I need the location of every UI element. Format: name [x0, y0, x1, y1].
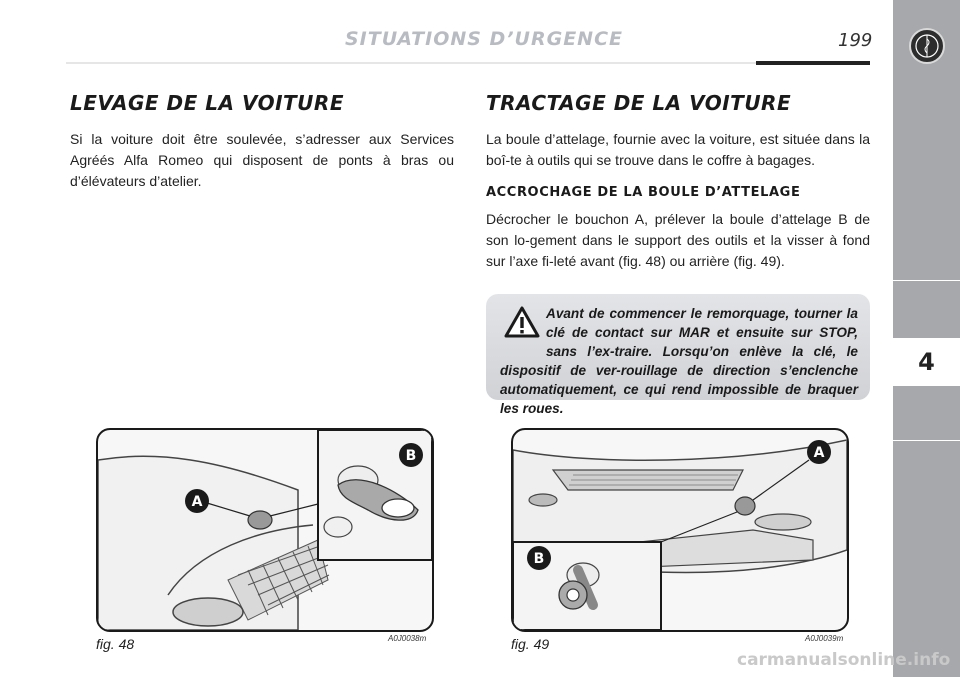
callout-b-label: B: [405, 448, 417, 464]
figure-49-code: A0J0039m: [805, 634, 844, 643]
chapter-tab[interactable]: 4: [893, 338, 960, 386]
figure-49-caption: fig. 49: [511, 636, 550, 652]
lifting-heading: LEVAGE DE LA VOITURE: [70, 91, 344, 115]
warning-box: [486, 294, 870, 416]
sidebar-divider: [893, 280, 960, 281]
callout-a-label: A: [813, 445, 825, 461]
front-bumper-illustration: [98, 430, 432, 630]
header-rule: [66, 62, 756, 64]
watermark: carmanualsonline.info: [737, 650, 951, 670]
towball-paragraph: Décrocher le bouchon A, prélever la boule d’attelage B de son lo-gement dans le support des outils et la visser à fond sur l’axe fi-leté avant (fig. 48) ou arrière (fig. 49).: [486, 211, 870, 269]
section-title: SITUATIONS D’URGENCE: [345, 28, 624, 50]
figure-48: [96, 428, 434, 632]
figure-48-caption: fig. 48: [96, 636, 135, 652]
warning-text: Avant de commencer le remorquage, tourner la clé de contact sur MAR et ensuite sur STOP, sans l’ex-traire. Lorsqu’on enlève la clé, le dispositif de ver-rouillage de direction s’enclenche automatiquement, ce qui rend impossible de braquer les roues.: [500, 306, 858, 416]
towing-heading: TRACTAGE DE LA VOITURE: [486, 91, 792, 115]
sidebar-divider: [893, 440, 960, 441]
rear-bumper-illustration: [513, 430, 847, 630]
callout-a-label: A: [191, 494, 203, 510]
towball-subheading: ACCROCHAGE DE LA BOULE D’ATTELAGE: [486, 185, 801, 200]
page-number: 199: [838, 30, 873, 51]
lifting-paragraph: Si la voiture doit être soulevée, s’adresser aux Services Agréés Alfa Romeo qui disposent de ponts à bras ou d’élévateurs d’atelier.: [70, 131, 454, 189]
callout-b-label: B: [533, 551, 545, 567]
figure-48-code: A0J0038m: [388, 634, 427, 643]
towing-paragraph: La boule d’attelage, fournie avec la voiture, est située dans la boî-te à outils qui se trouve dans le coffre à bagages.: [486, 131, 870, 168]
figure-49: [511, 428, 849, 632]
header-rule-accent: [756, 61, 870, 65]
brand-logo-icon: [909, 28, 945, 64]
